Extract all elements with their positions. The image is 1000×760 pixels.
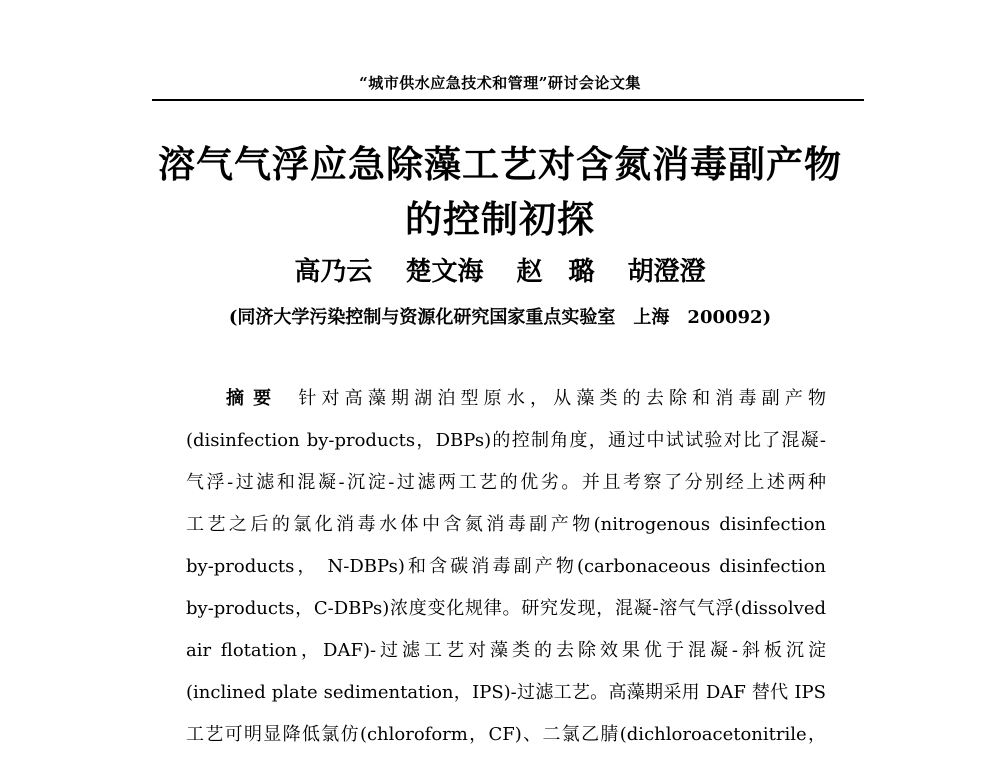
author-name: 赵 璐 [516,257,595,287]
author-name: 胡澄澄 [627,257,706,287]
abstract-line [186,378,826,420]
abstract-line: 工艺之后的氯化消毒水体中含氮消毒副产物(nitrogenous disinfection [186,514,826,535]
abstract-line: by-products， N-DBPs)和含碳消毒副产物(carbonaceous disinfection [186,556,826,577]
abstract [186,378,826,756]
paper-title-line-2: 的控制初探 [405,197,595,241]
paper-title-line-1: 溶气气浮应急除藻工艺对含氮消毒副产物 [158,142,842,186]
author-list [0,251,1000,288]
abstract-line: 工艺可明显降低氯仿(chloroform，CF)、二氯乙腈(dichloroacetonitrile， [186,724,826,745]
author-name: 楚文海 [405,257,484,287]
abstract-line-text: 针对高藻期湖泊型原水，从藻类的去除和消毒副产物 [298,388,827,409]
author-name: 高乃云 [294,257,373,287]
abstract-line: air flotation，DAF)-过滤工艺对藻类的去除效果优于混凝-斜板沉淀 [186,640,826,661]
abstract-label: 摘要 [226,388,281,409]
abstract-line: (disinfection by-products，DBPs)的控制角度，通过中试试验对比了混凝- [186,430,826,451]
affiliation: (同济大学污染控制与资源化研究国家重点实验室 上海 200092) [228,307,772,328]
abstract-line: by-products，C-DBPs)浓度变化规律。研究发现，混凝-溶气气浮(dissolved [186,598,826,619]
running-header: “城市供水应急技术和管理”研讨会论文集 [359,74,641,92]
abstract-line: 气浮-过滤和混凝-沉淀-过滤两工艺的优劣。并且考察了分别经上述两种 [186,472,826,493]
header-rule [152,99,864,101]
abstract-line: (inclined plate sedimentation，IPS)-过滤工艺。高藻期采用 DAF 替代 IPS [186,682,826,703]
